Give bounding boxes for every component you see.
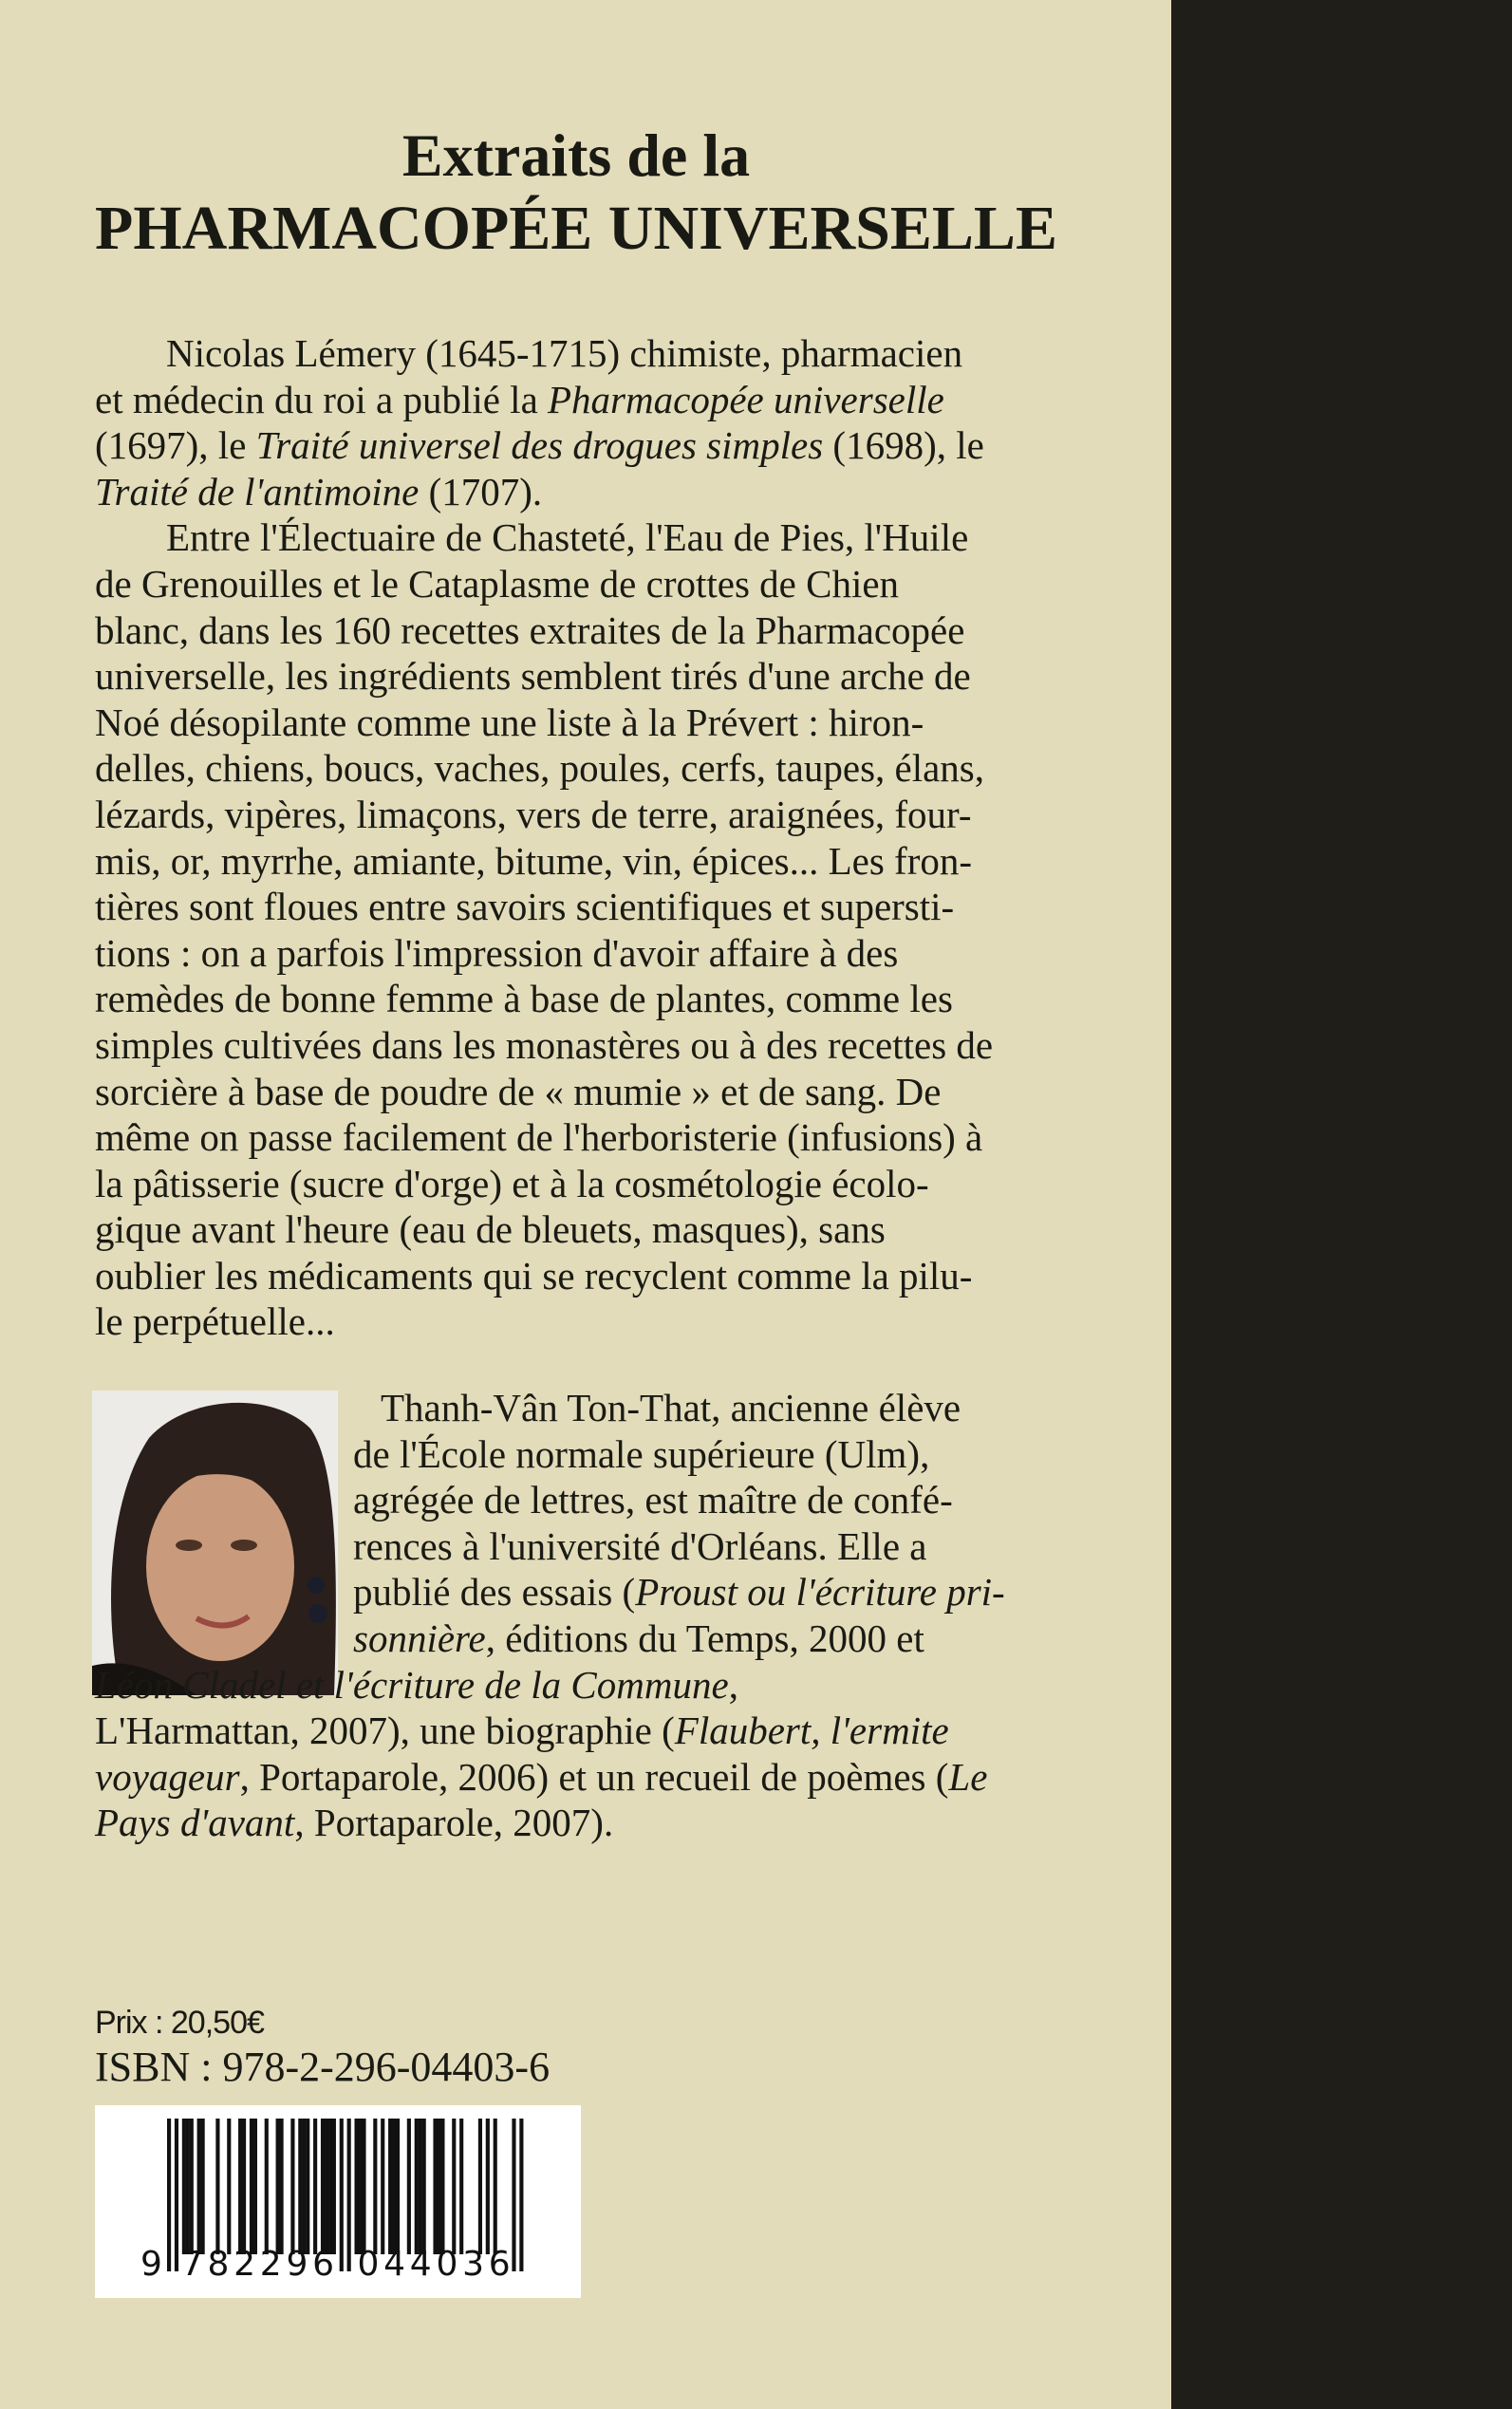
barcode-bar [197, 2119, 201, 2254]
text-segment: Entre l'Électuaire de Chasteté, l'Eau de Pies, l'Huile [166, 515, 969, 560]
body-line [95, 745, 1055, 792]
body-line [95, 792, 1055, 838]
text-segment: publié des essais ( [353, 1570, 636, 1615]
italic-title-text: Pharmacopée universelle [548, 377, 944, 421]
author-line [95, 1662, 1055, 1709]
barcode-bar [340, 2119, 344, 2271]
barcode-bar [302, 2119, 306, 2254]
text-segment: lézards, vipères, limaçons, vers de terre, araignées, four- [95, 792, 972, 836]
body-line [95, 1022, 1055, 1069]
barcode-digit: 0 [436, 2245, 458, 2284]
author-line [353, 1477, 1055, 1523]
barcode-bar [494, 2119, 497, 2254]
barcode-bar [325, 2119, 328, 2254]
body-line [95, 1253, 1055, 1299]
text-segment: la pâtisserie (sucre d'orge) et à la cosmétologie écolo- [95, 1161, 929, 1205]
text-segment: universelle, les ingrédients semblent tirés d'une arche de [95, 654, 971, 699]
barcode-bar [419, 2119, 422, 2254]
italic-title-text: Léon Cladel et l'écriture de la Commune [95, 1662, 729, 1707]
text-segment: tières sont floues entre savoirs scientifiques et supersti- [95, 885, 955, 929]
body-line [95, 377, 1055, 423]
barcode-digit: 9 [140, 2245, 162, 2284]
text-segment: delles, chiens, boucs, vaches, poules, cerfs, taupes, élans, [95, 746, 985, 791]
barcode-bar [280, 2119, 284, 2254]
italic-title-text: Traité de l'antimoine [95, 469, 420, 514]
author-bio-text [95, 1385, 1055, 1846]
text-segment: Thanh-Vân Ton-That, ancienne élève [381, 1386, 961, 1429]
barcode-digit: 2 [259, 2245, 282, 2284]
body-line [95, 884, 1055, 930]
italic-title-text: Pays d'avant [95, 1801, 295, 1845]
text-segment: le perpétuelle... [95, 1299, 335, 1344]
barcode-bar [313, 2119, 317, 2254]
italic-title-text: Flaubert, l'ermite [674, 1709, 949, 1753]
body-line [95, 561, 1055, 607]
barcode-bar [215, 2119, 219, 2254]
text-segment: de l'École normale supérieure (Ulm), [353, 1431, 930, 1476]
text-segment: , éditions du Temps, 2000 et [485, 1615, 924, 1660]
body-line [95, 422, 1055, 469]
body-line [95, 514, 1055, 561]
barcode-bar [478, 2119, 482, 2254]
body-line [95, 330, 1055, 377]
barcode-bar [440, 2119, 444, 2254]
text-segment: blanc, dans les 160 recettes extraites de la Pharmacopée [95, 607, 965, 652]
barcode-digit: 2 [233, 2245, 256, 2284]
barcode-bar [276, 2119, 280, 2254]
barcode-bar [437, 2119, 440, 2254]
barcode-bar [362, 2119, 365, 2254]
body-line [95, 1114, 1055, 1161]
barcode-bar [512, 2119, 515, 2271]
author-line [353, 1523, 1055, 1570]
author-line [353, 1569, 1055, 1615]
text-segment: mis, or, myrrhe, amiante, bitume, vin, épices... Les fron- [95, 838, 973, 883]
barcode-digit: 0 [357, 2245, 380, 2284]
price-label: Prix : 20,50€ [95, 2005, 264, 2041]
barcode-digit: 9 [286, 2245, 308, 2284]
body-line [95, 930, 1055, 977]
text-segment: , Portaparole, 2006) et un recueil de poèmes ( [239, 1754, 949, 1799]
barcode-bar [459, 2119, 463, 2254]
barcode-bar [186, 2119, 190, 2254]
barcode-bar [355, 2119, 359, 2254]
author-line [95, 1708, 1055, 1754]
text-segment: remèdes de bonne femme à base de plantes, comme les [95, 977, 953, 1021]
barcode-digit: 7 [180, 2245, 203, 2284]
italic-title-text: Le [948, 1754, 988, 1799]
barcode-bar [306, 2119, 309, 2254]
barcode-bar [381, 2119, 384, 2254]
barcode-bar [328, 2119, 332, 2254]
barcode-digit: 4 [409, 2245, 432, 2284]
barcode-bar [265, 2119, 269, 2254]
barcode-bar [167, 2119, 171, 2271]
isbn-label: ISBN : 978-2-296-04403-6 [95, 2044, 551, 2090]
barcode-digit: 6 [488, 2245, 511, 2284]
barcode-bar [332, 2119, 336, 2254]
barcode-bar [358, 2119, 362, 2254]
barcode-bar [238, 2119, 242, 2254]
barcode-digit: 3 [462, 2245, 484, 2284]
barcode-bar [290, 2119, 294, 2254]
barcode-bar [415, 2119, 419, 2254]
barcode-bar [250, 2119, 253, 2254]
author-line [353, 1385, 1055, 1431]
body-line [95, 1161, 1055, 1207]
barcode-bar [242, 2119, 246, 2254]
barcode-bar [347, 2119, 351, 2271]
text-segment: rences à l'université d'Orléans. Elle a [353, 1523, 927, 1568]
text-segment: gique avant l'heure (eau de bleuets, masques), sans [95, 1207, 886, 1252]
title-line-2: PHARMACOPÉE UNIVERSELLE [95, 194, 1057, 263]
body-line [95, 700, 1055, 746]
barcode-bar [253, 2119, 257, 2254]
barcode-bar [175, 2119, 178, 2271]
barcode-bar [486, 2119, 490, 2254]
italic-title-text: sonnière [353, 1615, 486, 1660]
italic-title-text: voyageur [95, 1754, 240, 1799]
text-segment: (1707). [419, 469, 543, 514]
barcode-bar [321, 2119, 325, 2254]
barcode-bar [433, 2119, 437, 2254]
text-segment: même on passe facilement de l'herboristerie (infusions) à [95, 1115, 983, 1160]
barcode-bar [396, 2119, 400, 2254]
text-segment: oublier les médicaments qui se recyclent comme la pilu- [95, 1253, 973, 1298]
text-segment: , [728, 1662, 738, 1707]
body-line [95, 469, 1055, 515]
author-line [95, 1800, 1055, 1846]
text-segment: de Grenouilles et le Cataplasme de crottes de Chien [95, 561, 900, 606]
author-line [95, 1754, 1055, 1801]
body-line [95, 653, 1055, 700]
body-line [95, 838, 1055, 885]
barcode-bar [388, 2119, 392, 2254]
barcode-bar [201, 2119, 205, 2254]
italic-title-text: Proust ou l'écriture pri- [635, 1570, 1005, 1615]
barcode-bar [190, 2119, 194, 2254]
barcode-digit: 8 [207, 2245, 230, 2284]
text-segment: Noé désopilante comme une liste à la Prévert : hiron- [95, 700, 924, 744]
body-line [95, 976, 1055, 1022]
text-segment: agrégée de lettres, est maître de confé- [353, 1478, 953, 1522]
barcode-bar [392, 2119, 396, 2254]
text-segment: simples cultivées dans les monastères ou à des recettes de [95, 1022, 994, 1067]
text-segment: (1698), le [823, 423, 984, 468]
barcode-bar [227, 2119, 231, 2254]
text-segment: et médecin du roi a publié la [95, 377, 549, 421]
barcode-bar [422, 2119, 426, 2254]
text-segment: Nicolas Lémery (1645-1715) chimiste, pharmacien [166, 331, 963, 375]
description-text [95, 330, 1055, 1345]
barcode-bar [519, 2119, 523, 2271]
text-segment: tions : on a parfois l'impression d'avoir affaire à des [95, 930, 899, 975]
barcode-bar [298, 2119, 302, 2254]
book-spine-edge [1171, 0, 1512, 2409]
barcode-digit: 6 [312, 2245, 334, 2284]
text-segment: L'Harmattan, 2007), une biographie ( [95, 1709, 675, 1753]
body-line [95, 607, 1055, 654]
author-line [353, 1431, 1055, 1478]
italic-title-text: Traité universel des drogues simples [255, 423, 824, 468]
barcode-bar [182, 2119, 186, 2254]
barcode-digit: 4 [383, 2245, 406, 2284]
text-segment: (1697), le [95, 423, 256, 468]
barcode [95, 2105, 581, 2298]
author-line [353, 1615, 1055, 1662]
text-segment: , Portaparole, 2007). [294, 1801, 614, 1845]
text-segment: sorcière à base de poudre de « mumie » et de sang. De [95, 1069, 942, 1113]
body-line [95, 1206, 1055, 1253]
barcode-bar [373, 2119, 377, 2254]
title-line-1: Extraits de la [401, 121, 751, 189]
barcode-bar [452, 2119, 456, 2254]
body-line [95, 1069, 1055, 1115]
body-line [95, 1298, 1055, 1345]
barcode-bar [407, 2119, 411, 2254]
